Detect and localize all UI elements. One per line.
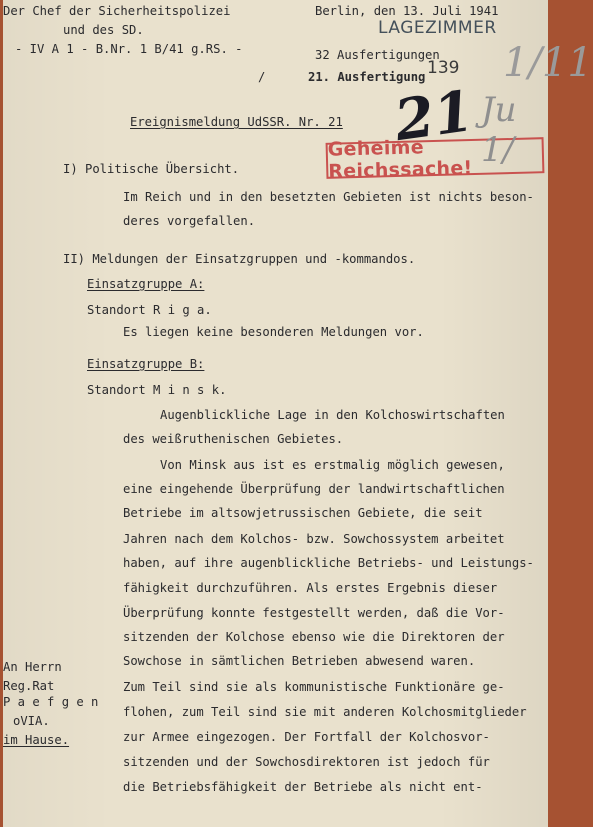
file-reference: - IV A 1 - B.Nr. 1 B/41 g.RS. - bbox=[15, 42, 243, 56]
lagezimmer-stamp: LAGEZIMMER bbox=[378, 18, 497, 38]
recipient-line-5: im Hause. bbox=[3, 733, 70, 747]
recipient-line-3: P a e f g e n bbox=[3, 695, 99, 709]
report-line: Betriebe im altsowjetrussischen Gebiete, die seit bbox=[123, 506, 483, 520]
report-line: eine eingehende Überprüfung der landwirtschaftlichen bbox=[123, 482, 505, 496]
report-line: Von Minsk aus ist es erstmalig möglich gewesen, bbox=[160, 458, 505, 472]
report-line: sitzenden der Kolchose ebenso wie die Direktoren der bbox=[123, 630, 505, 644]
report-line: sitzenden und der Sowchosdirektoren ist jedoch für bbox=[123, 755, 490, 769]
group-b-location: Standort M i n s k. bbox=[87, 383, 227, 397]
pencil-mark-mid: Ju 1/ bbox=[481, 90, 517, 170]
section-2-heading: II) Meldungen der Einsatzgruppen und -kommandos. bbox=[63, 252, 416, 266]
report-line: flohen, zum Teil sind sie mit anderen Kolchosmitglieder bbox=[123, 705, 527, 719]
document-page bbox=[3, 0, 593, 827]
report-line: fähigkeit durchzuführen. Als erstes Ergebnis dieser bbox=[123, 581, 498, 595]
group-a-location: Standort R i g a. bbox=[87, 303, 212, 317]
report-line: die Betriebsfähigkeit der Betriebe als nicht ent- bbox=[123, 780, 483, 794]
register-number-stamp: 139 bbox=[427, 58, 460, 78]
recipient-line-2: Reg.Rat bbox=[3, 679, 55, 693]
group-a-heading: Einsatzgruppe A: bbox=[87, 277, 205, 291]
report-line: Überprüfung konnte festgestellt werden, daß die Vor- bbox=[123, 606, 505, 620]
recipient-line-4: oVIA. bbox=[13, 714, 50, 728]
sender-line-2: und des SD. bbox=[63, 23, 144, 37]
group-b-heading: Einsatzgruppe B: bbox=[87, 357, 205, 371]
secret-stamp: Geheime Reichssache! bbox=[326, 137, 545, 179]
report-line: Sowchose in sämtlichen Betrieben abwesend waren. bbox=[123, 654, 476, 668]
place-date: Berlin, den 13. Juli 1941 bbox=[315, 4, 499, 18]
report-line: Jahren nach dem Kolchos- bzw. Sowchossystem arbeitet bbox=[123, 532, 505, 546]
section-1-heading: I) Politische Übersicht. bbox=[63, 162, 240, 176]
handwritten-copy-number: 21 bbox=[390, 77, 478, 155]
report-line: des weißruthenischen Gebietes. bbox=[123, 432, 344, 446]
copies-count: 32 Ausfertigungen bbox=[315, 48, 440, 62]
copy-number: 21. Ausfertigung bbox=[308, 70, 426, 84]
sender-line-1: Der Chef der Sicherheitspolizei bbox=[3, 4, 231, 18]
slash-mark: / bbox=[258, 70, 266, 84]
pencil-mark-top: 1/11 bbox=[503, 40, 593, 86]
report-line: Augenblickliche Lage in den Kolchoswirtschaften bbox=[160, 408, 505, 422]
report-title: Ereignismeldung UdSSR. Nr. 21 bbox=[130, 115, 343, 129]
section-1-text-line: Im Reich und in den besetzten Gebieten ist nichts beson- bbox=[123, 190, 534, 204]
report-line: Zum Teil sind sie als kommunistische Funktionäre ge- bbox=[123, 680, 505, 694]
section-1-text-line: deres vorgefallen. bbox=[123, 214, 256, 228]
report-line: haben, auf ihre augenblickliche Betriebs- und Leistungs- bbox=[123, 556, 534, 570]
report-line: zur Armee eingezogen. Der Fortfall der Kolchosvor- bbox=[123, 730, 490, 744]
group-a-report: Es liegen keine besonderen Meldungen vor. bbox=[123, 325, 424, 339]
recipient-line-1: An Herrn bbox=[3, 660, 62, 674]
